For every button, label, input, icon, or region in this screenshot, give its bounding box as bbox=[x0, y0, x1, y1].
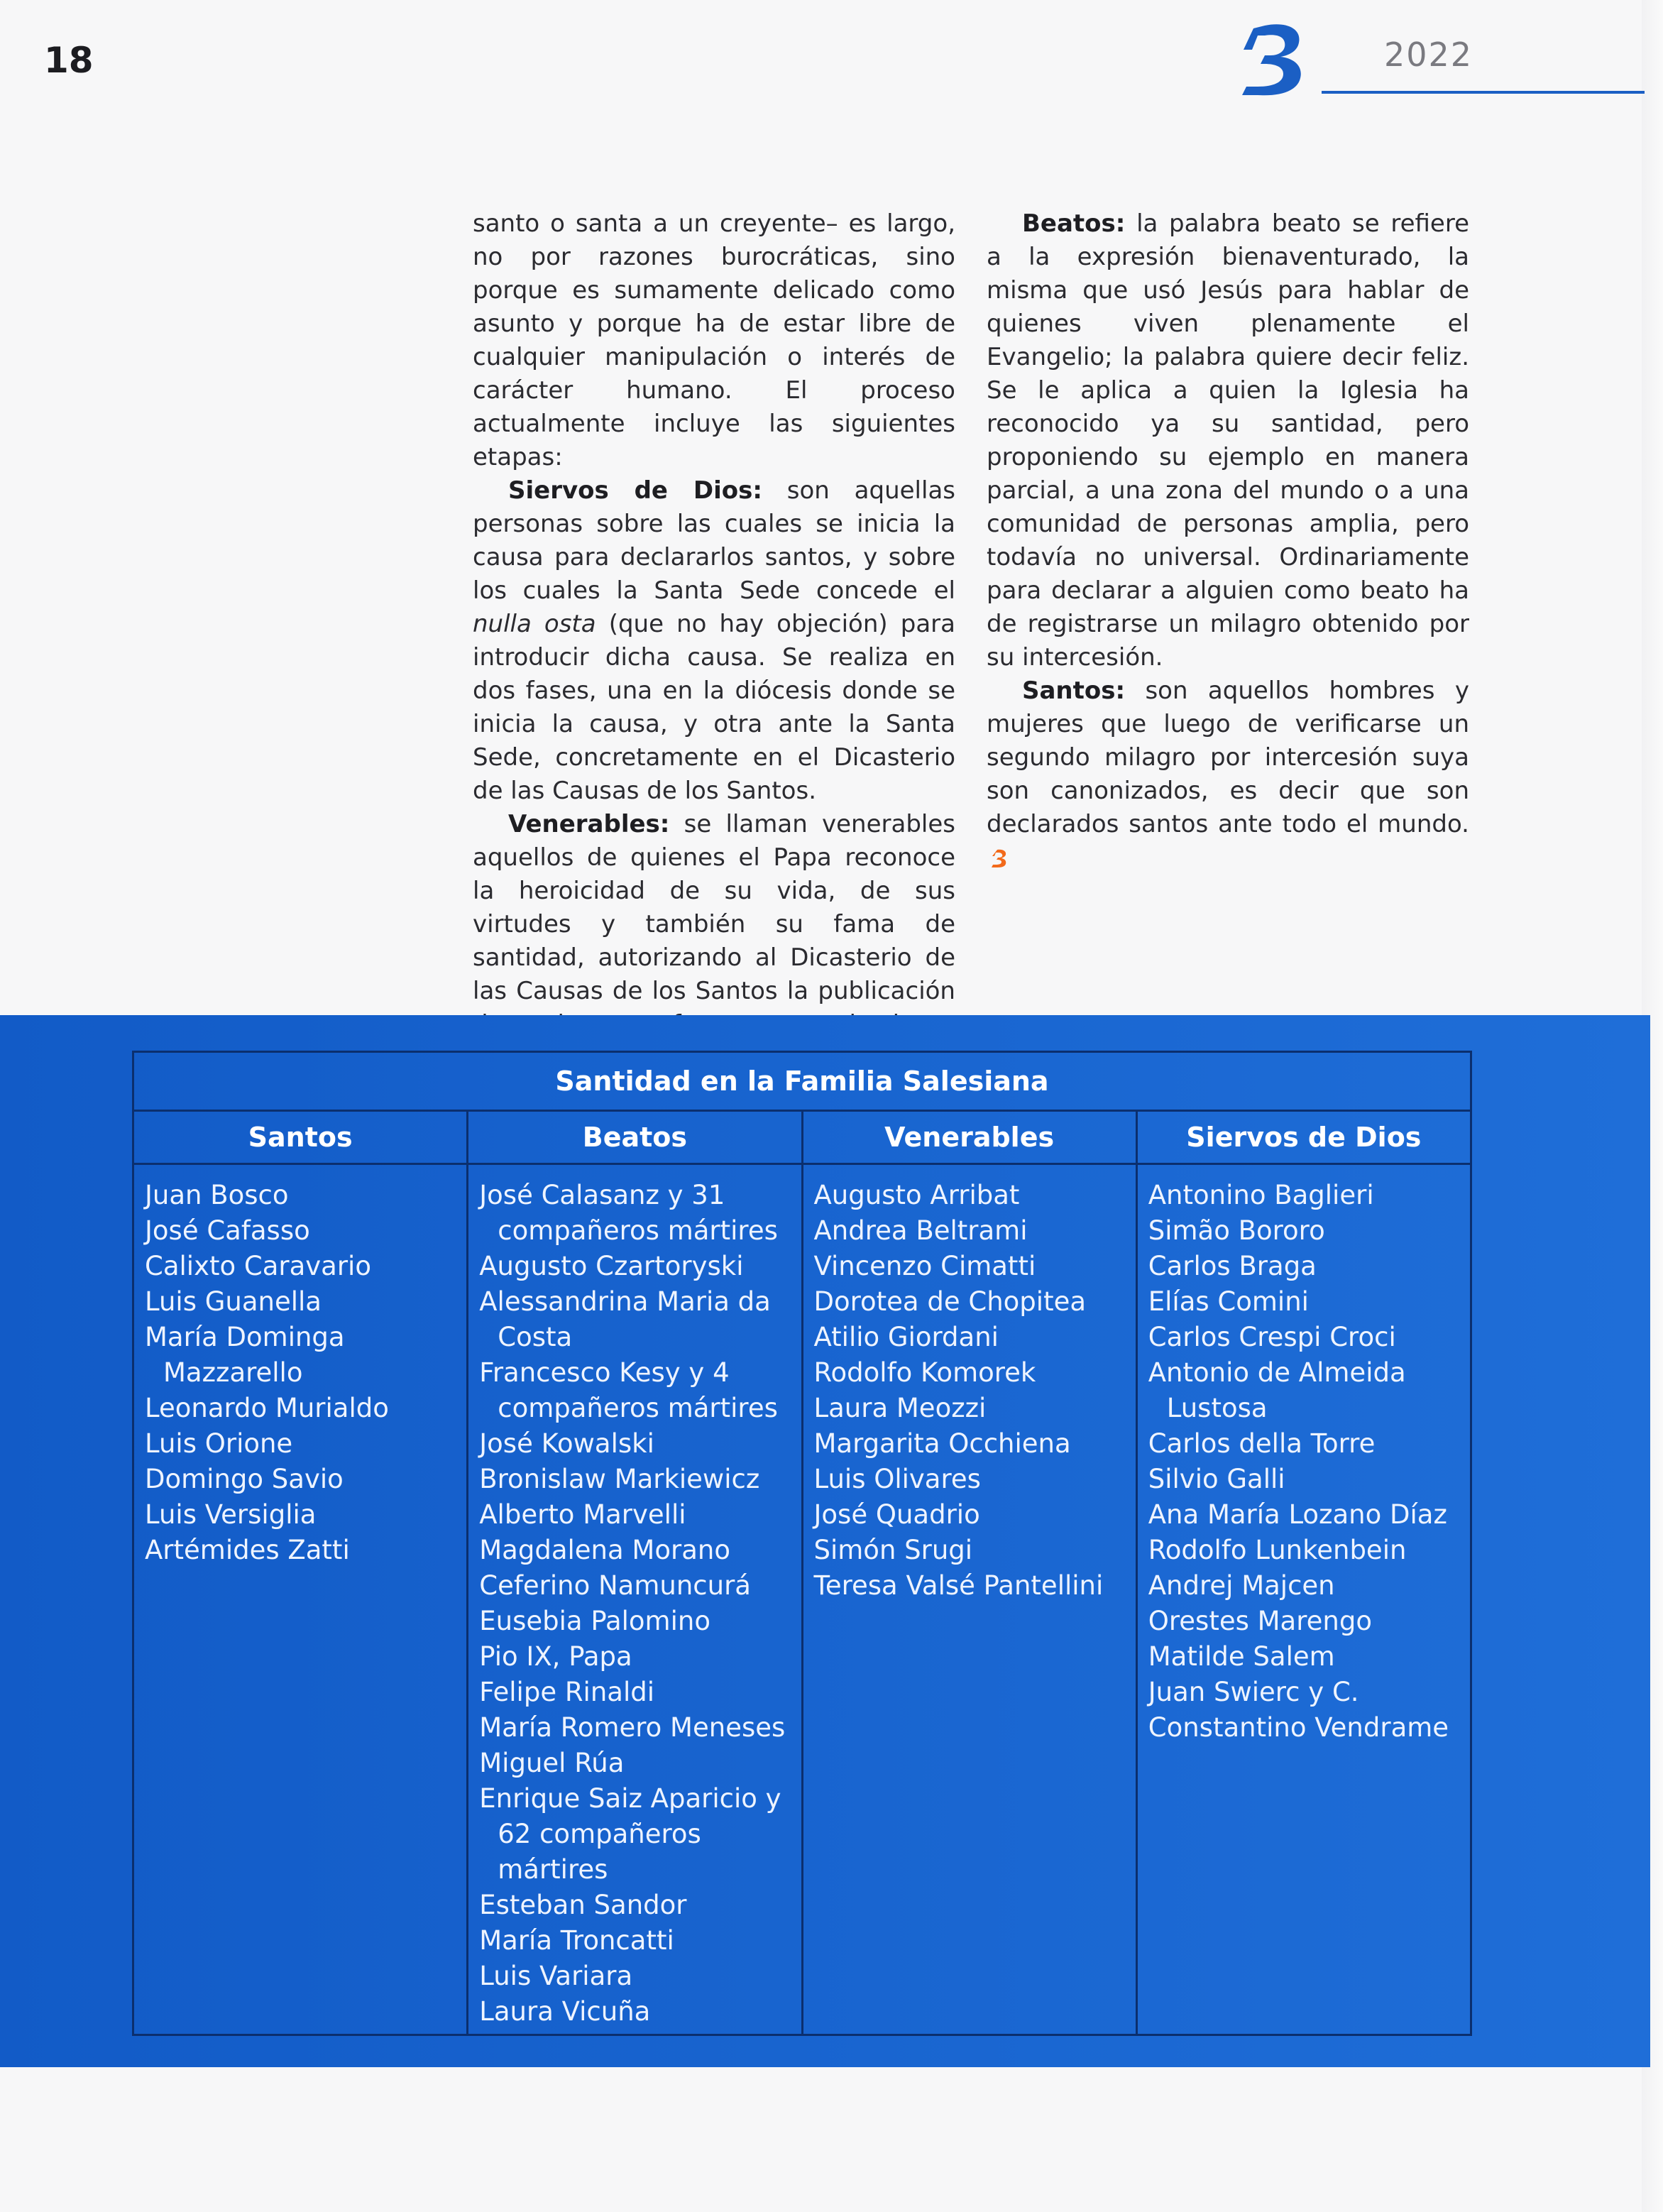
list-item: Calixto Caravario bbox=[145, 1251, 371, 1281]
list-item: Leonardo Murialdo bbox=[145, 1393, 389, 1423]
column-header-beatos: Beatos bbox=[468, 1112, 801, 1165]
list-item: Pio IX, Papa bbox=[479, 1641, 632, 1672]
list-beatos bbox=[468, 1165, 801, 2030]
table-column-santos bbox=[134, 1112, 468, 2034]
list-item: Andrea Beltrami bbox=[813, 1215, 1028, 1246]
santos-text: son aquellos hombres y mujeres que luego de verificarse un segundo milagro por intercesión suya son canonizados, es decir que son declarados santos ante todo el mundo. bbox=[987, 677, 1469, 838]
list-item: Luis Guanella bbox=[145, 1286, 322, 1317]
list-item: José Quadrio bbox=[813, 1499, 980, 1530]
list-item: Bronislaw Markiewicz bbox=[479, 1464, 760, 1494]
list-item: Ceferino Namuncurá bbox=[479, 1570, 751, 1601]
list-item: Ana María Lozano Díaz bbox=[1148, 1499, 1447, 1530]
list-item: Orestes Marengo bbox=[1148, 1606, 1372, 1636]
list-item: Luis Olivares bbox=[813, 1464, 981, 1494]
list-item: Luis Orione bbox=[145, 1428, 293, 1459]
header-rule bbox=[1322, 91, 1645, 94]
list-item: Carlos della Torre bbox=[1148, 1428, 1376, 1459]
article-paragraph-venerables bbox=[473, 808, 955, 1041]
list-item: Teresa Valsé Pantellini bbox=[813, 1570, 1104, 1601]
list-item: Augusto Czartoryski bbox=[479, 1251, 744, 1281]
table-column-venerables bbox=[803, 1112, 1138, 2034]
list-item: Alessandrina Maria da Costa bbox=[479, 1286, 771, 1352]
article-column-right bbox=[987, 207, 1469, 875]
venerables-text: se llaman venerables aquellos de quienes el Papa reconoce la heroicidad de su vida, de sus virtudes y también su fama de santidad, autorizando al Dicasterio de las Causas de los Santos la publicación bbox=[473, 810, 955, 1005]
term-santos: Santos: bbox=[1022, 677, 1126, 705]
list-item: Constantino Vendrame bbox=[1148, 1712, 1449, 1743]
list-item: José Cafasso bbox=[145, 1215, 310, 1246]
list-item: María Dominga Mazzarello bbox=[145, 1322, 345, 1388]
list-item: Luis Versiglia bbox=[145, 1499, 317, 1530]
list-item: Simão Bororo bbox=[1148, 1215, 1325, 1246]
list-item: Dorotea de Chopitea bbox=[813, 1286, 1087, 1317]
list-item: Augusto Arribat bbox=[813, 1180, 1020, 1210]
list-item: Luis Variara bbox=[479, 1961, 633, 1991]
boletin-salesiano-logo-icon bbox=[1236, 21, 1315, 98]
table-columns bbox=[134, 1112, 1470, 2034]
list-item: Magdalena Morano bbox=[479, 1535, 730, 1565]
column-header-santos: Santos bbox=[134, 1112, 466, 1165]
list-item: Artémides Zatti bbox=[145, 1535, 350, 1565]
article-paragraph-santos bbox=[987, 674, 1469, 875]
list-item: Eusebia Palomino bbox=[479, 1606, 710, 1636]
list-item: Domingo Savio bbox=[145, 1464, 344, 1494]
list-item: Laura Meozzi bbox=[813, 1393, 987, 1423]
article-paragraph-beatos bbox=[987, 207, 1469, 674]
list-siervos bbox=[1138, 1165, 1470, 1746]
term-siervos: Siervos de Dios: bbox=[508, 476, 762, 505]
list-item: Juan Bosco bbox=[145, 1180, 289, 1210]
table-title: Santidad en la Familia Salesiana bbox=[134, 1053, 1470, 1112]
list-item: Vincenzo Cimatti bbox=[813, 1251, 1036, 1281]
list-santos bbox=[134, 1165, 466, 1568]
list-item: Margarita Occhiena bbox=[813, 1428, 1071, 1459]
issue-year: 2022 bbox=[1384, 35, 1473, 74]
list-item: Elías Comini bbox=[1148, 1286, 1309, 1317]
siervos-text-a: son aquellas personas sobre las cuales se inicia la causa para declararlos santos, y sobre los cuales la Santa Sede concede el bbox=[473, 476, 955, 605]
list-item: Carlos Crespi Croci bbox=[1148, 1322, 1396, 1352]
list-item: Juan Swierc y C. bbox=[1148, 1677, 1359, 1707]
list-item: Miguel Rúa bbox=[479, 1748, 625, 1778]
list-item: Carlos Braga bbox=[1148, 1251, 1317, 1281]
list-item: Laura Vicuña bbox=[479, 1996, 651, 2027]
list-item: Matilde Salem bbox=[1148, 1641, 1335, 1672]
article-column-left bbox=[473, 207, 955, 1041]
table-column-beatos bbox=[468, 1112, 803, 2034]
table-column-siervos bbox=[1138, 1112, 1470, 2034]
page-number: 18 bbox=[44, 40, 94, 81]
list-item: José Calasanz y 31 compañeros mártires bbox=[479, 1180, 778, 1246]
list-venerables bbox=[803, 1165, 1136, 1604]
term-venerables: Venerables: bbox=[508, 810, 670, 838]
list-item: Simón Srugi bbox=[813, 1535, 973, 1565]
list-item: Silvio Galli bbox=[1148, 1464, 1285, 1494]
list-item: María Troncatti bbox=[479, 1925, 674, 1956]
article-paragraph-siervos bbox=[473, 474, 955, 808]
sanctity-table bbox=[132, 1051, 1472, 2036]
beatos-text: la palabra beato se refiere a la expresión bienaventurado, la misma que usó Jesús para hablar de quienes viven plenamente el Evangelio; la palabra quiere decir feliz. Se le aplica a quien la Iglesia ha reconocido ya su santidad, pero proponiendo su ejemplo en manera parcial, a una zona del mundo o a una comunidad de personas amplia, pero todavía no universal. Ordinariamente para declarar a alguien como beato ha de registrarse un milagro obtenido por su intercesión. bbox=[987, 209, 1469, 672]
list-item: María Romero Meneses bbox=[479, 1712, 786, 1743]
term-beatos: Beatos: bbox=[1022, 209, 1126, 238]
end-mark-icon bbox=[991, 848, 1008, 868]
list-item: Antonio de Almeida Lustosa bbox=[1148, 1357, 1406, 1423]
column-header-siervos: Siervos de Dios bbox=[1138, 1112, 1470, 1165]
list-item: Atilio Giordani bbox=[813, 1322, 999, 1352]
article-paragraph-intro: santo o santa a un creyente– es largo, no por razones burocráticas, sino porque es sumamente delicado como asunto y porque ha de estar libre de cualquier manipulación o interés de carácter humano. El proceso actualmente incluye las siguientes etapas: bbox=[473, 209, 955, 471]
list-item: Francesco Kesy y 4 compañeros mártires bbox=[479, 1357, 778, 1423]
siervos-italic: nulla osta bbox=[473, 610, 596, 638]
column-header-venerables: Venerables bbox=[803, 1112, 1136, 1165]
list-item: Esteban Sandor bbox=[479, 1890, 687, 1920]
list-item: Enrique Saiz Aparicio y 62 compañeros mártires bbox=[479, 1783, 781, 1885]
list-item: Rodolfo Lunkenbein bbox=[1148, 1535, 1407, 1565]
list-item: Rodolfo Komorek bbox=[813, 1357, 1036, 1388]
list-item: Andrej Majcen bbox=[1148, 1570, 1335, 1601]
list-item: Antonino Baglieri bbox=[1148, 1180, 1374, 1210]
list-item: Alberto Marvelli bbox=[479, 1499, 686, 1530]
list-item: Felipe Rinaldi bbox=[479, 1677, 655, 1707]
siervos-text-b: (que no hay objeción) para introducir dicha causa. Se realiza en dos fases, una en la diócesis donde se inicia la causa, y otra ante la Santa Sede, concretamente en el Dicasterio de las Causas de los Santos. bbox=[473, 610, 955, 805]
list-item: José Kowalski bbox=[479, 1428, 654, 1459]
